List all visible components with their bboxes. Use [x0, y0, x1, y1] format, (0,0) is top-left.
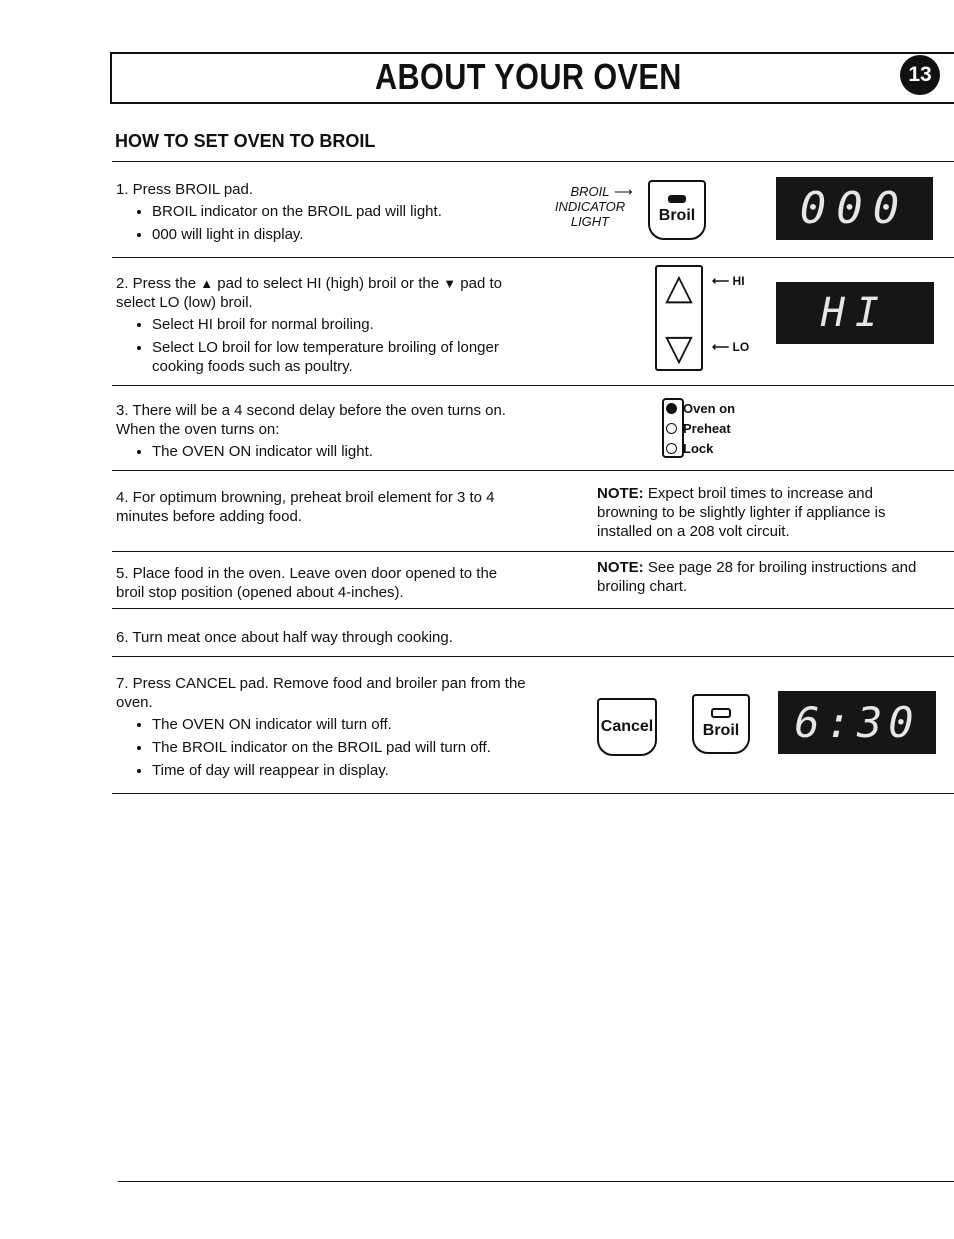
- display-time: 6:30: [778, 691, 936, 754]
- bullet: • 000 will light in display.: [152, 225, 496, 244]
- indicator-label: Lock: [683, 440, 714, 456]
- section-title: HOW TO SET OVEN TO BROIL: [115, 131, 376, 151]
- bullet: • The OVEN ON indicator will turn off.: [152, 715, 536, 734]
- step-6: 6. Turn meat once about half way through cooking.: [116, 629, 453, 646]
- lo-text: LO: [732, 340, 750, 354]
- step-7: [116, 674, 536, 784]
- up-arrow-button[interactable]: △: [665, 266, 693, 307]
- display-000: 000: [776, 177, 933, 240]
- step-4: 4. For optimum browning, preheat broil element for 3 to 4 minutes before adding food.: [116, 489, 495, 525]
- page-title: ABOUT YOUR OVEN: [375, 56, 682, 97]
- broil-pad-off[interactable]: [692, 694, 750, 754]
- bullet: • The OVEN ON indicator will light.: [152, 442, 516, 461]
- pad-label: Broil: [658, 207, 696, 224]
- pad-label: Cancel: [600, 718, 654, 735]
- step-3: [116, 401, 516, 465]
- page-number-badge: 13: [900, 55, 940, 95]
- note-text: See page 28 for broiling instructions and broiling chart.: [597, 559, 917, 595]
- divider: [112, 656, 954, 657]
- indicator-label: Oven on: [683, 400, 736, 416]
- note-label: NOTE:: [597, 559, 644, 576]
- step-1: [116, 180, 496, 248]
- arrow-left-icon: ⟵: [712, 274, 733, 288]
- indicator-label: Preheat: [683, 420, 731, 436]
- indicator-light-icon: [668, 195, 686, 203]
- lo-label: [712, 340, 749, 354]
- step-text: pad to select LO (low) broil.: [116, 275, 502, 311]
- divider: [112, 385, 954, 386]
- broil-pad[interactable]: [648, 180, 706, 240]
- bullet: • The BROIL indicator on the BROIL pad will turn off.: [152, 738, 536, 757]
- note-text: Expect broil times to increase and browning to be slightly lighter if appliance is installed on a 208 volt circuit.: [597, 485, 886, 540]
- step-text: 2. Press the: [116, 275, 197, 292]
- down-triangle-icon: ▼: [443, 276, 457, 291]
- step-2: [116, 274, 516, 380]
- note-label: NOTE:: [597, 485, 644, 502]
- indicator-panel: [662, 398, 742, 458]
- pad-label: Broil: [702, 722, 740, 739]
- up-triangle-icon: ▲: [200, 276, 214, 291]
- step-text: pad to select HI (high) broil or the: [217, 275, 440, 292]
- bullet: • BROIL indicator on the BROIL pad will light.: [152, 202, 496, 221]
- bullet: • Time of day will reappear in display.: [152, 761, 536, 780]
- label-line: LIGHT: [570, 214, 610, 229]
- step-text: 7. Press CANCEL pad. Remove food and broiler pan from the oven.: [116, 675, 526, 711]
- arrow-right-icon: ⟶: [614, 184, 633, 199]
- arrow-left-icon: ⟵: [712, 340, 733, 354]
- label-line: INDICATOR: [554, 199, 626, 214]
- cancel-pad[interactable]: [597, 698, 657, 756]
- bullet: • Select LO broil for low temperature broiling of longer cooking foods such as poultry.: [152, 338, 516, 376]
- step-5: 5. Place food in the oven. Leave oven door opened to the broil stop position (opened about 4-inches).: [116, 565, 498, 601]
- step-text: 3. There will be a 4 second delay before the oven turns on. When the oven turns on:: [116, 402, 506, 438]
- divider: [112, 470, 954, 471]
- footer-rule: [118, 1181, 954, 1182]
- display-hi: HI: [776, 282, 934, 344]
- divider: [112, 551, 954, 552]
- indicator-frame: [662, 398, 684, 458]
- divider: [112, 608, 954, 609]
- step-text: 1. Press BROIL pad.: [116, 181, 254, 198]
- hi-label: [712, 274, 745, 288]
- down-arrow-button[interactable]: ▽: [665, 327, 693, 368]
- divider: [112, 161, 954, 162]
- bullet: • Select HI broil for normal broiling.: [152, 315, 516, 334]
- divider: [112, 257, 954, 258]
- hi-text: HI: [732, 274, 745, 288]
- label-line: BROIL: [570, 184, 610, 199]
- note-see-page: [597, 558, 942, 596]
- indicator-light-icon: [711, 708, 731, 718]
- divider: [112, 793, 954, 794]
- note-voltage: [597, 484, 937, 541]
